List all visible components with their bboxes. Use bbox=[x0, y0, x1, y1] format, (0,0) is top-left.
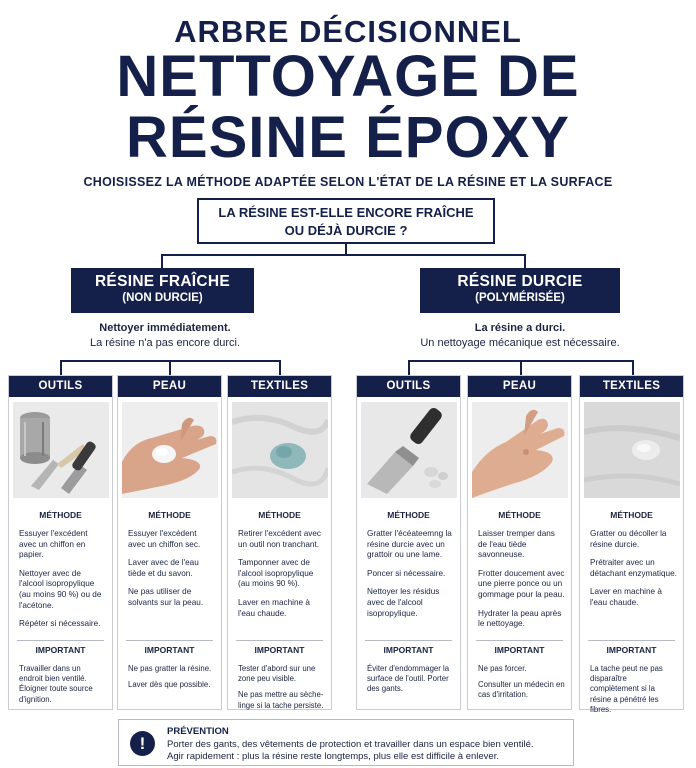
method-step: Laver avec de l'eau tiède et du savon. bbox=[128, 558, 199, 578]
method-step: Prétraiter avec un détachant enzymatique. bbox=[590, 558, 677, 578]
important-title: IMPORTANT bbox=[494, 645, 545, 655]
method-step: Essuyer l'excédent avec un chiffon sec. bbox=[128, 529, 201, 549]
divider bbox=[588, 640, 675, 641]
important-note: Ne pas mettre au sèche-linge si la tache persiste. bbox=[238, 690, 324, 710]
method-step: Retirer l'excédent avec un outil non tranchant. bbox=[238, 529, 322, 549]
card-fresh-tools bbox=[8, 375, 113, 710]
connector-line bbox=[161, 254, 163, 268]
divider bbox=[476, 640, 563, 641]
card-header: PEAU bbox=[118, 376, 221, 397]
metal-cup-and-spatula-image bbox=[13, 402, 109, 498]
method-title: MÉTHODE bbox=[148, 510, 191, 520]
method-steps bbox=[590, 529, 677, 617]
prevention-line2: Agir rapidement : plus la résine reste longtemps, plus elle est difficile à enlever. bbox=[167, 751, 499, 762]
connector-line bbox=[632, 360, 634, 375]
method-step: Tamponner avec de l'alcool isopropylique (au moins 90 %). bbox=[238, 558, 314, 589]
important-title: IMPORTANT bbox=[383, 645, 434, 655]
important-note: Éviter d'endommager la surface de l'outil. Porter des gants. bbox=[367, 664, 450, 694]
method-step: Ne pas utiliser de solvants sur la peau. bbox=[128, 587, 204, 607]
divider bbox=[236, 640, 323, 641]
branch-fresh-resin bbox=[71, 268, 254, 313]
important-notes bbox=[478, 664, 565, 707]
method-step: Nettoyer les résidus avec de l'alcool isopropylique. bbox=[367, 587, 440, 618]
note-bold: La résine a durci. bbox=[474, 322, 566, 334]
branch-subtitle: (POLYMÉRISÉE) bbox=[475, 292, 565, 304]
exclamation-icon: ! bbox=[130, 731, 155, 756]
card-hardened-textiles bbox=[579, 375, 684, 714]
method-step: Poncer si nécessaire. bbox=[367, 568, 446, 578]
method-title: MÉTHODE bbox=[39, 510, 82, 520]
important-notes bbox=[590, 664, 677, 721]
method-step: Laver en machine à l'eau chaude. bbox=[238, 597, 310, 618]
method-step: Gratter l'écéateemng la résine durcie avec un grattoir ou une lame. bbox=[367, 529, 452, 560]
kicker-title: ARBRE DÉCISIONNEL bbox=[174, 14, 522, 49]
prevention-title: PRÉVENTION bbox=[167, 726, 229, 737]
important-note: Travailler dans un endroit bien ventilé. Éloigner toute source d'ignition. bbox=[19, 664, 93, 704]
divider bbox=[17, 640, 104, 641]
method-title: MÉTHODE bbox=[498, 510, 541, 520]
method-steps bbox=[367, 529, 454, 627]
main-title-line2: RÉSINE ÉPOXY bbox=[126, 105, 570, 170]
connector-line bbox=[524, 254, 526, 268]
important-note: Ne pas gratter la résine. bbox=[128, 664, 212, 673]
method-step: Gratter ou décoller la résine durcie. bbox=[590, 529, 667, 549]
important-title: IMPORTANT bbox=[35, 645, 86, 655]
important-title: IMPORTANT bbox=[254, 645, 305, 655]
note-bold: Nettoyer immédiatement. bbox=[99, 322, 231, 334]
card-header: PEAU bbox=[468, 376, 571, 397]
connector-line bbox=[161, 254, 525, 256]
method-step: Nettoyer avec de l'alcool isopropylique (au moins 90 %) ou de l'acétone. bbox=[19, 568, 102, 610]
divider bbox=[126, 640, 213, 641]
method-title: MÉTHODE bbox=[258, 510, 301, 520]
branch-note-fresh bbox=[40, 321, 290, 351]
fabric-with-stain-image bbox=[232, 402, 328, 498]
card-header: OUTILS bbox=[9, 376, 112, 397]
main-title-line1: NETTOYAGE DE bbox=[116, 44, 580, 109]
prevention-line1: Porter des gants, des vêtements de protection et travailler dans un espace bien ventilé. bbox=[167, 739, 534, 750]
method-steps bbox=[238, 529, 325, 627]
divider bbox=[365, 640, 452, 641]
important-title: IMPORTANT bbox=[606, 645, 657, 655]
important-notes bbox=[128, 664, 215, 696]
method-title: MÉTHODE bbox=[387, 510, 430, 520]
card-hardened-skin bbox=[467, 375, 572, 710]
method-step: Hydrater la peau après le nettoyage. bbox=[478, 608, 562, 629]
branch-subtitle: (NON DURCIE) bbox=[122, 292, 203, 304]
method-steps bbox=[128, 529, 215, 617]
note-text: La résine n'a pas encore durci. bbox=[89, 337, 241, 349]
important-note: Tester d'abord sur une zone peu visible. bbox=[238, 664, 316, 684]
question-line1: LA RÉSINE EST-ELLE ENCORE FRAÎCHE bbox=[218, 205, 474, 220]
important-note: La tache peut ne pas disparaître complètement si la résine a pénétré les fibres. bbox=[590, 664, 663, 714]
fabric-with-cured-spot-image bbox=[584, 402, 680, 498]
important-title: IMPORTANT bbox=[144, 645, 195, 655]
card-header: OUTILS bbox=[357, 376, 460, 397]
branch-note-hardened bbox=[395, 321, 645, 351]
card-hardened-tools bbox=[356, 375, 461, 710]
card-header: TEXTILES bbox=[228, 376, 331, 397]
important-notes bbox=[19, 664, 106, 711]
important-notes bbox=[367, 664, 454, 701]
method-steps bbox=[478, 529, 565, 638]
important-notes bbox=[238, 664, 325, 717]
connector-line bbox=[520, 360, 522, 375]
question-line2: OU DÉJÀ DURCIE ? bbox=[284, 223, 408, 238]
method-step: Essuyer l'excédent avec un chiffon en papier. bbox=[19, 529, 88, 560]
connector-line bbox=[408, 360, 410, 375]
scraper-with-flakes-image bbox=[361, 402, 457, 498]
card-header: TEXTILES bbox=[580, 376, 683, 397]
connector-line bbox=[169, 360, 171, 375]
subtitle: CHOISISSEZ LA MÉTHODE ADAPTÉE SELON L'ÉTAT DE LA RÉSINE ET LA SURFACE bbox=[83, 175, 613, 189]
method-step: Répéter si nécessaire. bbox=[19, 619, 101, 629]
important-note: Consulter un médecin en cas d'irritation. bbox=[478, 680, 565, 700]
card-fresh-textiles bbox=[227, 375, 332, 710]
method-steps bbox=[19, 529, 106, 638]
connector-line bbox=[60, 360, 62, 375]
question-box bbox=[197, 198, 495, 244]
branch-hardened-resin bbox=[420, 268, 620, 313]
important-note: Laver dès que possible. bbox=[128, 680, 211, 690]
method-step: Laver en machine à l'eau chaude. bbox=[590, 587, 662, 607]
connector-line bbox=[279, 360, 281, 375]
method-step: Laisser tremper dans de l'eau tiède savonneuse. bbox=[478, 529, 555, 560]
branch-title: RÉSINE DURCIE bbox=[457, 273, 583, 290]
hand-with-resin-image bbox=[122, 402, 218, 498]
prevention-banner bbox=[118, 719, 574, 766]
note-text: Un nettoyage mécanique est nécessaire. bbox=[420, 337, 620, 349]
card-fresh-skin bbox=[117, 375, 222, 710]
branch-title: RÉSINE FRAÎCHE bbox=[94, 273, 231, 290]
method-title: MÉTHODE bbox=[610, 510, 653, 520]
hand-with-hardened-resin-image bbox=[472, 402, 568, 498]
important-note: Ne pas forcer. bbox=[478, 664, 527, 673]
method-step: Frotter doucement avec une pierre ponce ou un gommage pour la peau. bbox=[478, 568, 565, 599]
